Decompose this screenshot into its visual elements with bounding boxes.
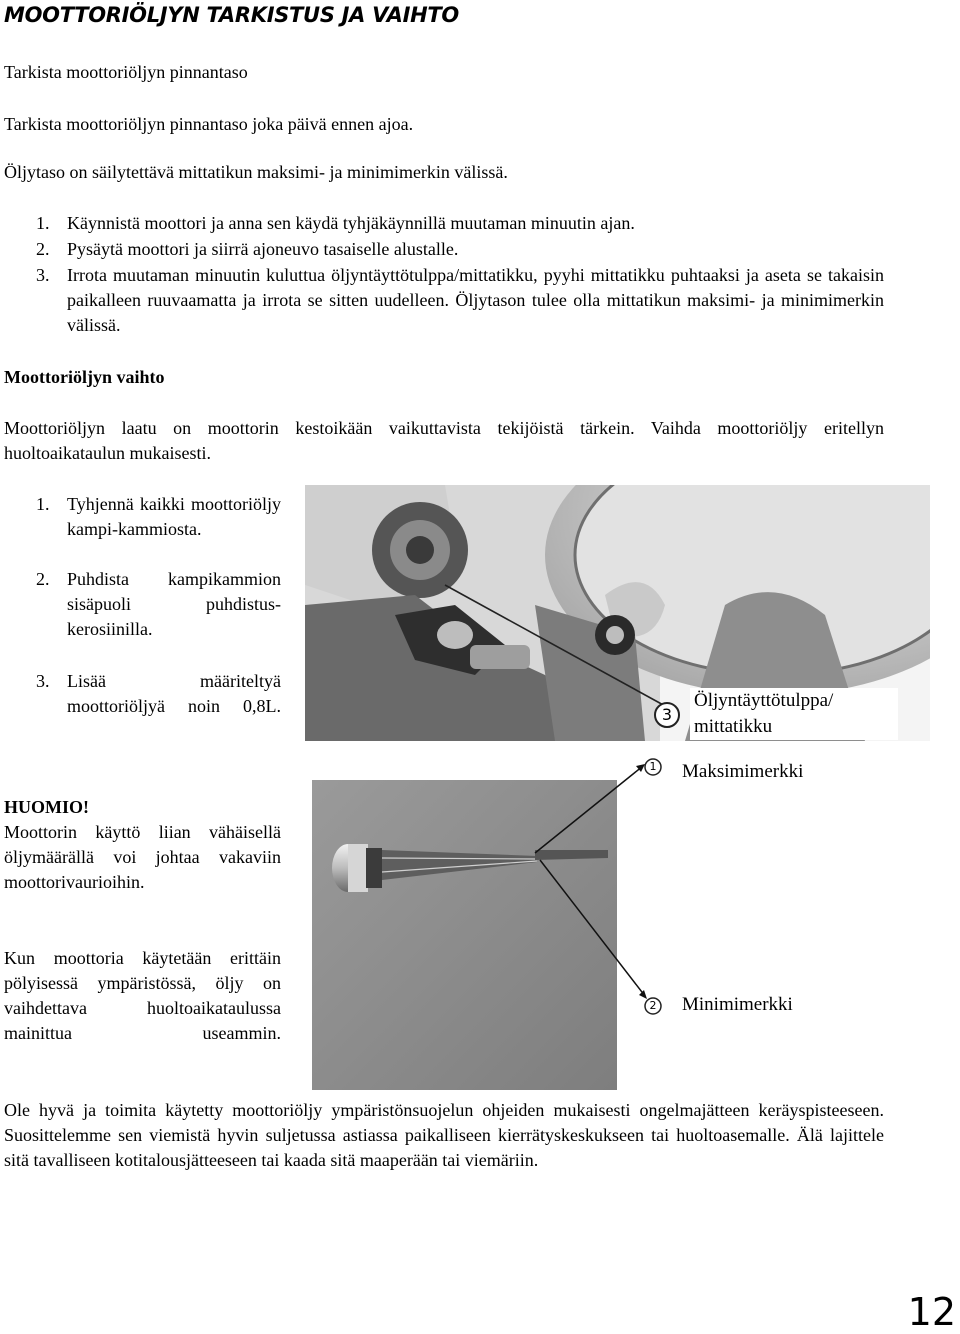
change-step-3-num: 3. bbox=[36, 671, 50, 691]
page-title: MOOTTORIÖLJYN TARKISTUS JA VAIHTO bbox=[4, 3, 459, 27]
check-step-3-num: 3. bbox=[36, 265, 50, 285]
warning-heading: HUOMIO! bbox=[4, 797, 89, 817]
check-heading: Tarkista moottoriöljyn pinnantaso bbox=[4, 62, 248, 82]
change-step-2-text: Puhdista kampikammion sisäpuoli puhdistus-kerosiinilla. bbox=[67, 569, 281, 639]
disposal-paragraph: Ole hyvä ja toimita käytetty moottoriöljy ympäristönsuojelun ohjeiden mukaisesti ongelmajätteen keräyspisteeseen. Suosittelemme sen viemistä hyvin suljetussa astiassa paikalliseen kierrätyskeskukseen tai huoltoasemalle. Älä lajittele sitä tavalliseen kotitalousjätteeseen tai kaada sitä maaperään tai viemäriin. bbox=[4, 1100, 884, 1170]
callout-marker-2 bbox=[643, 996, 663, 1016]
callout-marker-3 bbox=[652, 700, 682, 730]
label-min-mark: Minimimerkki bbox=[678, 992, 797, 1018]
change-intro: Moottoriöljyn laatu on moottorin kestoikään vaikuttavista tekijöistä tärkein. Vaihda moottoriöljy eritellyn huoltoaikataulun mukaisesti. bbox=[4, 418, 884, 463]
change-step-1-text: Tyhjennä kaikki moottoriöljy kampi-kammiosta. bbox=[67, 494, 281, 539]
callout-marker-1 bbox=[643, 757, 663, 777]
dipstick-arrows bbox=[480, 750, 680, 1020]
page-number: 12 bbox=[907, 1290, 956, 1334]
callout-marker-1-number: 1 bbox=[649, 760, 657, 773]
warning-text-1: Moottorin käyttö liian vähäisellä öljymäärällä voi johtaa vakaviin moottorivaurioihin. bbox=[4, 822, 281, 892]
check-para-2: Öljytaso on säilytettävä mittatikun maksimi- ja minimimerkin välissä. bbox=[4, 162, 508, 182]
check-step-1-text: Käynnistä moottori ja anna sen käydä tyhjäkäynnillä muutaman minuutin ajan. bbox=[67, 213, 635, 233]
label-max-mark: Maksimimerkki bbox=[678, 759, 807, 785]
label-oil-filler-cap: Öljyntäyttötulppa/ mittatikku bbox=[690, 688, 898, 740]
check-para-1: Tarkista moottoriöljyn pinnantaso joka päivä ennen ajoa. bbox=[4, 114, 414, 134]
check-step-2-text: Pysäytä moottori ja siirrä ajoneuvo tasaiselle alustalle. bbox=[67, 239, 459, 259]
check-step-2-num: 2. bbox=[36, 239, 50, 259]
check-step-3-text: Irrota muutaman minuutin kuluttua öljyntäyttötulppa/mittatikku, pyyhi mittatikku puhtaaksi ja aseta se takaisin paikalleen ruuvaamatta ja irrota se sitten uudelleen. Öljytason tulee olla mittatikun maksimi- ja minimimerkin välissä. bbox=[67, 265, 884, 335]
callout-marker-2-number: 2 bbox=[649, 999, 657, 1012]
change-step-3-text: Lisää määriteltyä moottoriöljyä noin 0,8L. bbox=[67, 671, 281, 716]
change-step-2-num: 2. bbox=[36, 569, 50, 589]
change-heading: Moottoriöljyn vaihto bbox=[4, 367, 165, 387]
check-step-1-num: 1. bbox=[36, 213, 50, 233]
callout-marker-3-number: 3 bbox=[661, 705, 673, 724]
change-step-1-num: 1. bbox=[36, 494, 50, 514]
warning-text-2: Kun moottoria käytetään erittäin pölyisessä ympäristössä, öljy on vaihdettava huoltoaikataulussa mainittua useammin. bbox=[4, 948, 281, 1043]
